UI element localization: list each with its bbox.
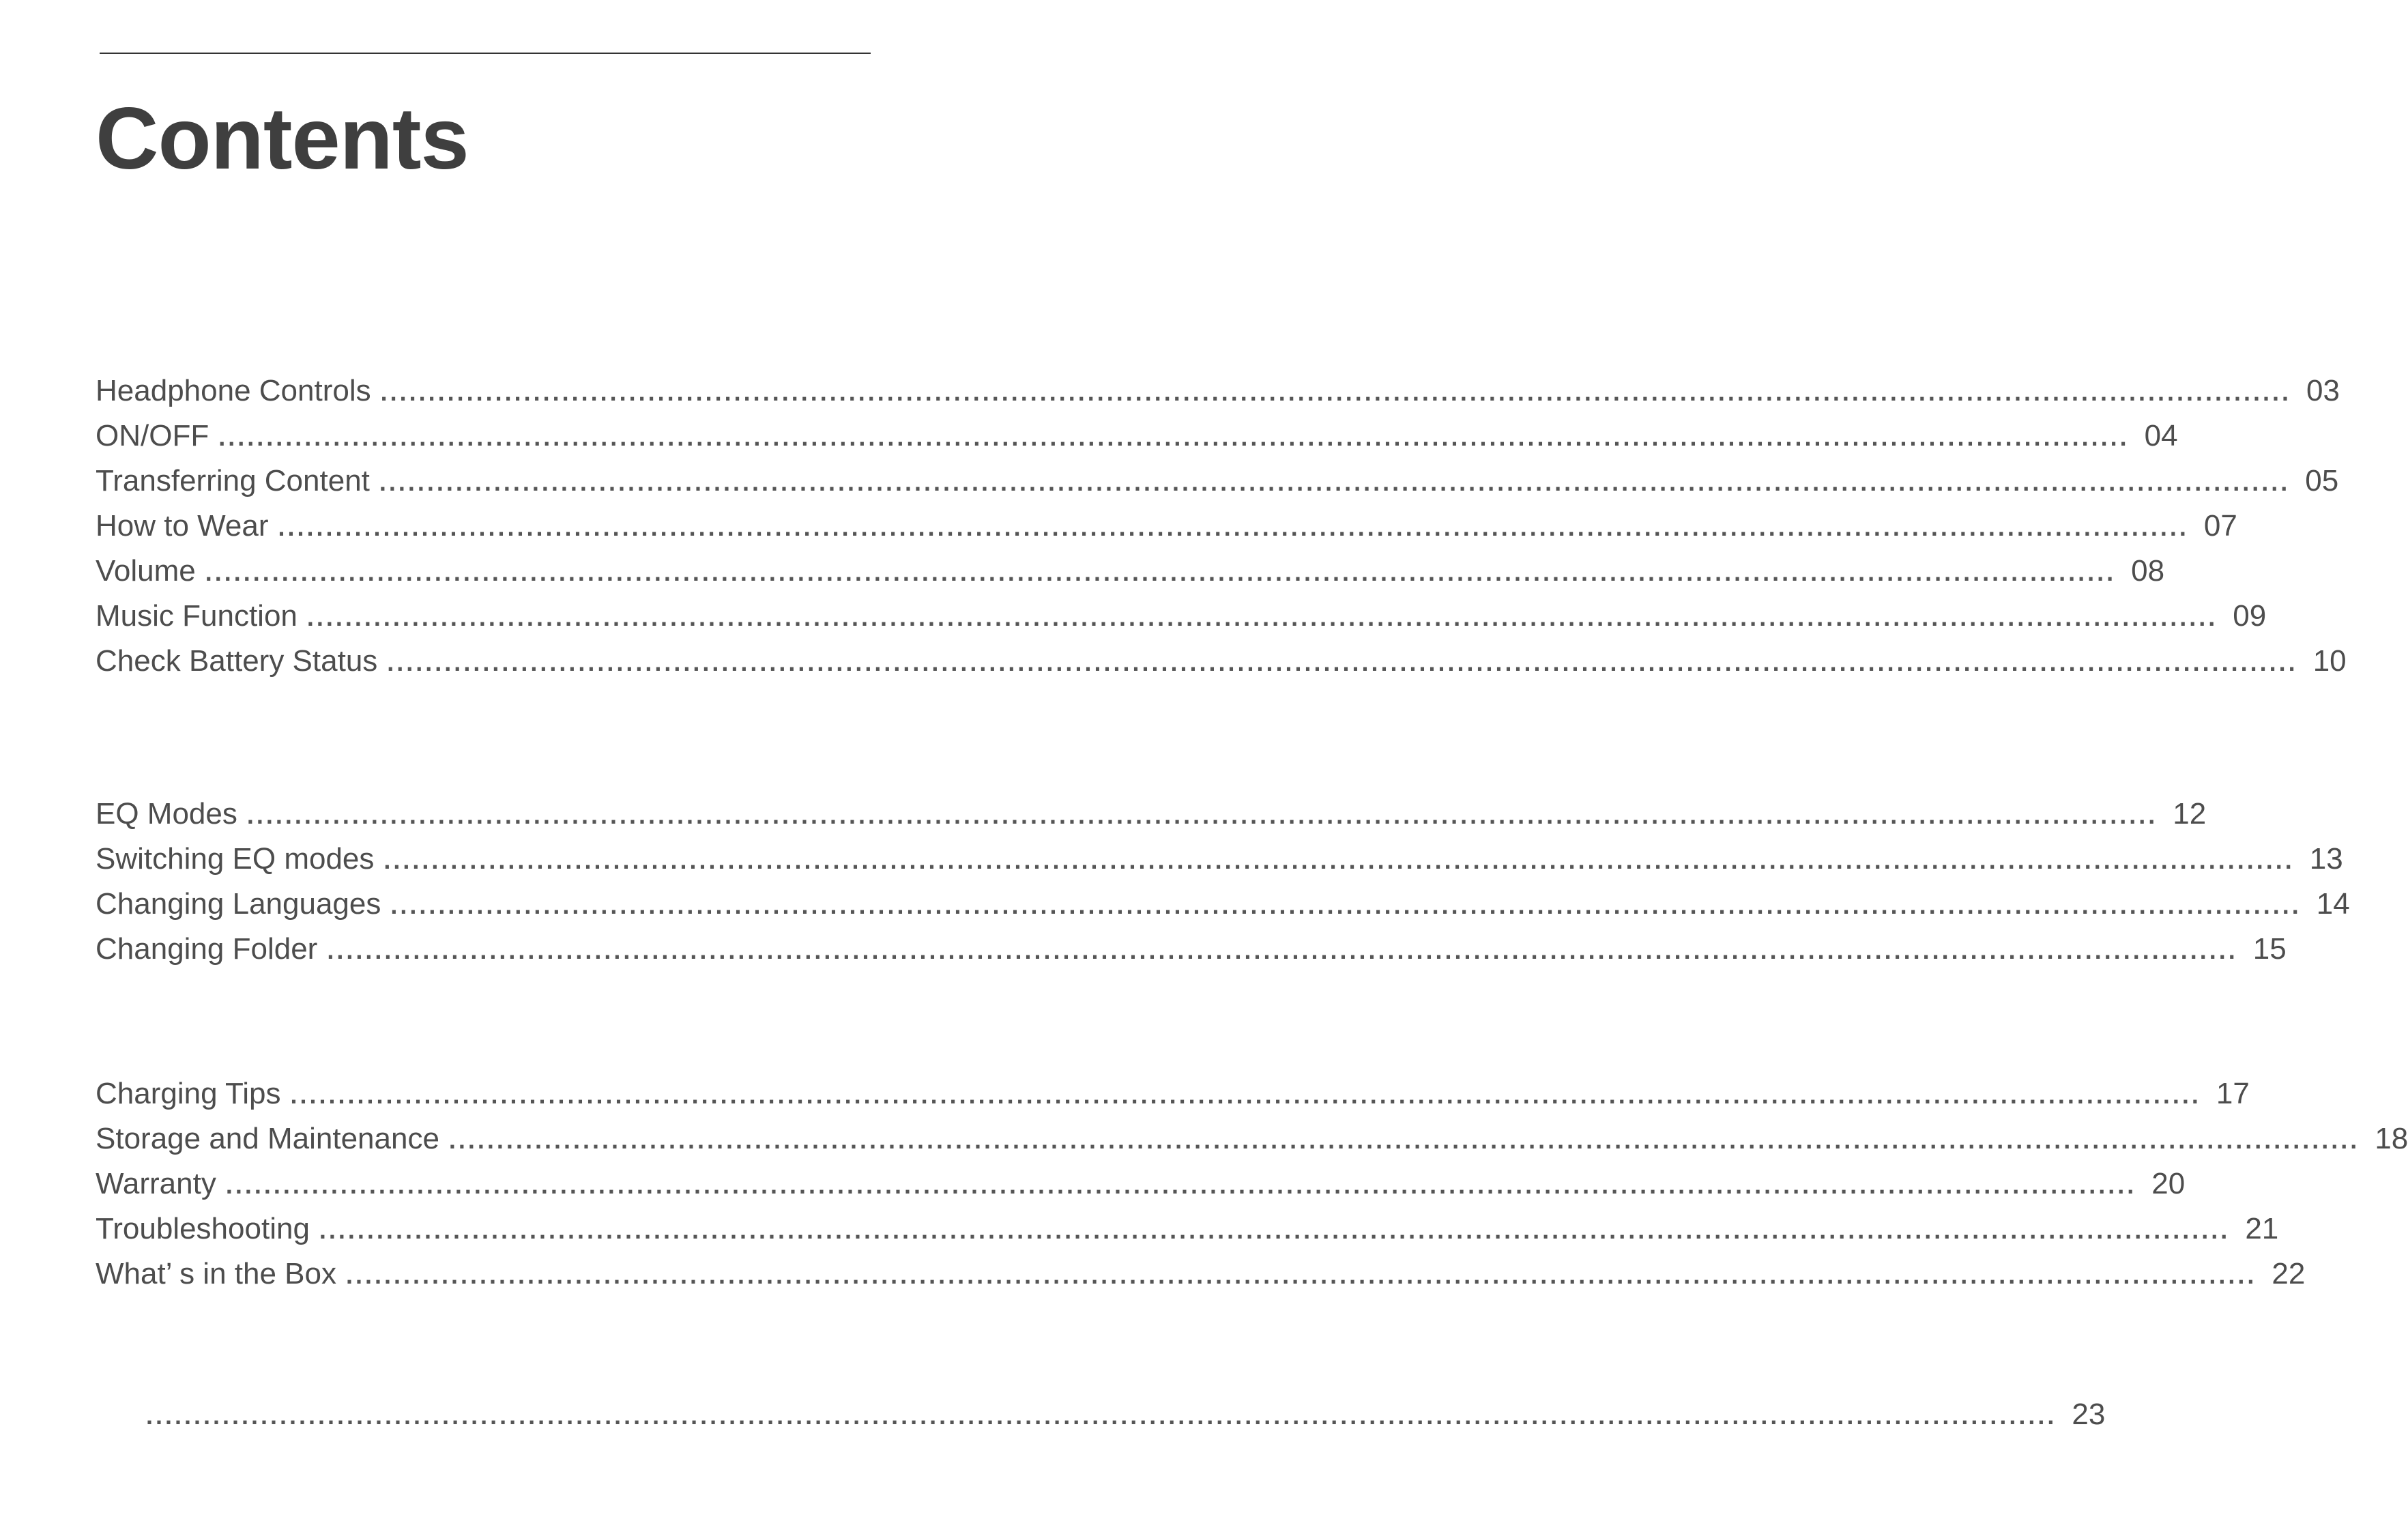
- toc-entry-label: Changing Languages: [96, 887, 381, 921]
- toc-group: [96, 368, 2347, 684]
- toc-entry-label: Troubleshooting: [96, 1212, 310, 1245]
- toc-leader-dots: ........................................................................................................................................................................................................: [379, 468, 2291, 496]
- toc-entry-label: Music Function: [96, 599, 298, 633]
- toc-leader-dots: ........................................................................................................................................................................................................: [345, 1261, 2257, 1289]
- toc-entry-page: 17: [2216, 1077, 2250, 1110]
- toc-entry-troubleshooting[interactable]: [96, 1206, 2279, 1252]
- toc-entry-music-function[interactable]: [96, 594, 2267, 639]
- toc-leader-dots: ........................................................................................................................................................................................................: [306, 603, 2218, 631]
- toc-entry-label: Headphone Controls: [96, 374, 371, 407]
- toc-entry-switching-eq-modes[interactable]: [96, 837, 2343, 882]
- toc-group: [96, 792, 2350, 972]
- toc-entry-page: 05: [2305, 464, 2339, 497]
- toc-entry-page: 10: [2312, 644, 2347, 678]
- toc-entry-label: Volume: [96, 554, 196, 588]
- toc-entry-volume[interactable]: [96, 549, 2165, 594]
- toc-leader-dots: ........................................................................................................................................................................................................: [225, 1171, 2137, 1199]
- toc-entry-page: 07: [2203, 509, 2237, 543]
- toc-entry-page: 18: [2375, 1122, 2408, 1155]
- toc-entry-how-to-wear[interactable]: [96, 504, 2237, 549]
- toc-entry-page: 12: [2173, 797, 2207, 830]
- toc-leader-dots: ........................................................................................................................................................................................................: [205, 558, 2117, 586]
- toc-entry-page: 13: [2309, 842, 2343, 876]
- toc-entry-on-off[interactable]: [96, 414, 2178, 459]
- toc-entry-label: Transferring Content: [96, 464, 370, 497]
- toc-leader-dots: ........................................................................................................................................................................................................: [290, 1081, 2201, 1109]
- toc-entry-label: Warranty: [96, 1167, 216, 1200]
- toc-entry-label: EQ Modes: [96, 797, 237, 830]
- page-title: Contents: [96, 90, 469, 188]
- toc-entry-label: How to Wear: [96, 509, 269, 543]
- toc-entry-warranty[interactable]: [96, 1161, 2186, 1206]
- toc-entry-page: 20: [2151, 1167, 2186, 1200]
- toc-entry-changing-folder[interactable]: [96, 927, 2287, 972]
- toc-entry-page: 08: [2131, 554, 2165, 588]
- toc-leader-dots: ........................................................................................................................................................................................................: [327, 936, 2238, 964]
- toc-leader-dots: ........................................................................................................................................................................................................: [218, 423, 2130, 451]
- toc-leader-dots: ........................................................................................................................................................................................................: [146, 1402, 2057, 1430]
- toc-leader-dots: ........................................................................................................................................................................................................: [448, 1126, 2360, 1154]
- toc-entry-page: 04: [2144, 419, 2178, 452]
- toc-leader-dots: ........................................................................................................................................................................................................: [380, 378, 2291, 406]
- toc-entry-label: What’ s in the Box: [96, 1257, 336, 1290]
- toc-entry-page: 15: [2252, 932, 2287, 966]
- toc-entry-label: ON/OFF: [96, 419, 209, 452]
- toc-leader-dots: ........................................................................................................................................................................................................: [319, 1216, 2231, 1244]
- toc-entry-check-battery-status[interactable]: [96, 639, 2347, 684]
- toc-entry-changing-languages[interactable]: [96, 882, 2350, 927]
- toc-entry-storage-and-maintenance[interactable]: [96, 1116, 2408, 1161]
- toc-entry-page: 03: [2306, 374, 2340, 407]
- toc-entry-whats-in-the-box[interactable]: [96, 1252, 2306, 1297]
- toc-leader-dots: ........................................................................................................................................................................................................: [278, 513, 2189, 541]
- toc-entry-label: Storage and Maintenance: [96, 1122, 439, 1155]
- toc-group: [96, 1071, 2408, 1297]
- toc-leader-dots: ........................................................................................................................................................................................................: [383, 846, 2295, 874]
- toc-entry-headphone-controls[interactable]: [96, 368, 2340, 414]
- toc-leader-dots: ........................................................................................................................................................................................................: [387, 648, 2298, 676]
- toc-entry-transferring-content[interactable]: [96, 459, 2339, 504]
- toc-leader-dots: ........................................................................................................................................................................................................: [390, 891, 2302, 919]
- toc-entry-label: Charging Tips: [96, 1077, 281, 1110]
- toc-entry-page: 23: [2072, 1398, 2106, 1431]
- toc-group: [96, 1392, 2106, 1437]
- toc-entry-label: Changing Folder: [96, 932, 318, 966]
- toc-leader-dots: ........................................................................................................................................................................................................: [246, 801, 2158, 829]
- toc-entry-eq-modes[interactable]: [96, 792, 2207, 837]
- toc-entry-unlabeled[interactable]: [96, 1392, 2106, 1437]
- toc-entry-label: Check Battery Status: [96, 644, 378, 678]
- toc-entry-page: 09: [2233, 599, 2267, 633]
- toc-entry-charging-tips[interactable]: [96, 1071, 2250, 1116]
- toc-entry-page: 22: [2272, 1257, 2306, 1290]
- toc-entry-page: 14: [2316, 887, 2350, 921]
- top-rule: [100, 53, 871, 54]
- toc-entry-page: 21: [2245, 1212, 2279, 1245]
- toc-entry-label: Switching EQ modes: [96, 842, 375, 876]
